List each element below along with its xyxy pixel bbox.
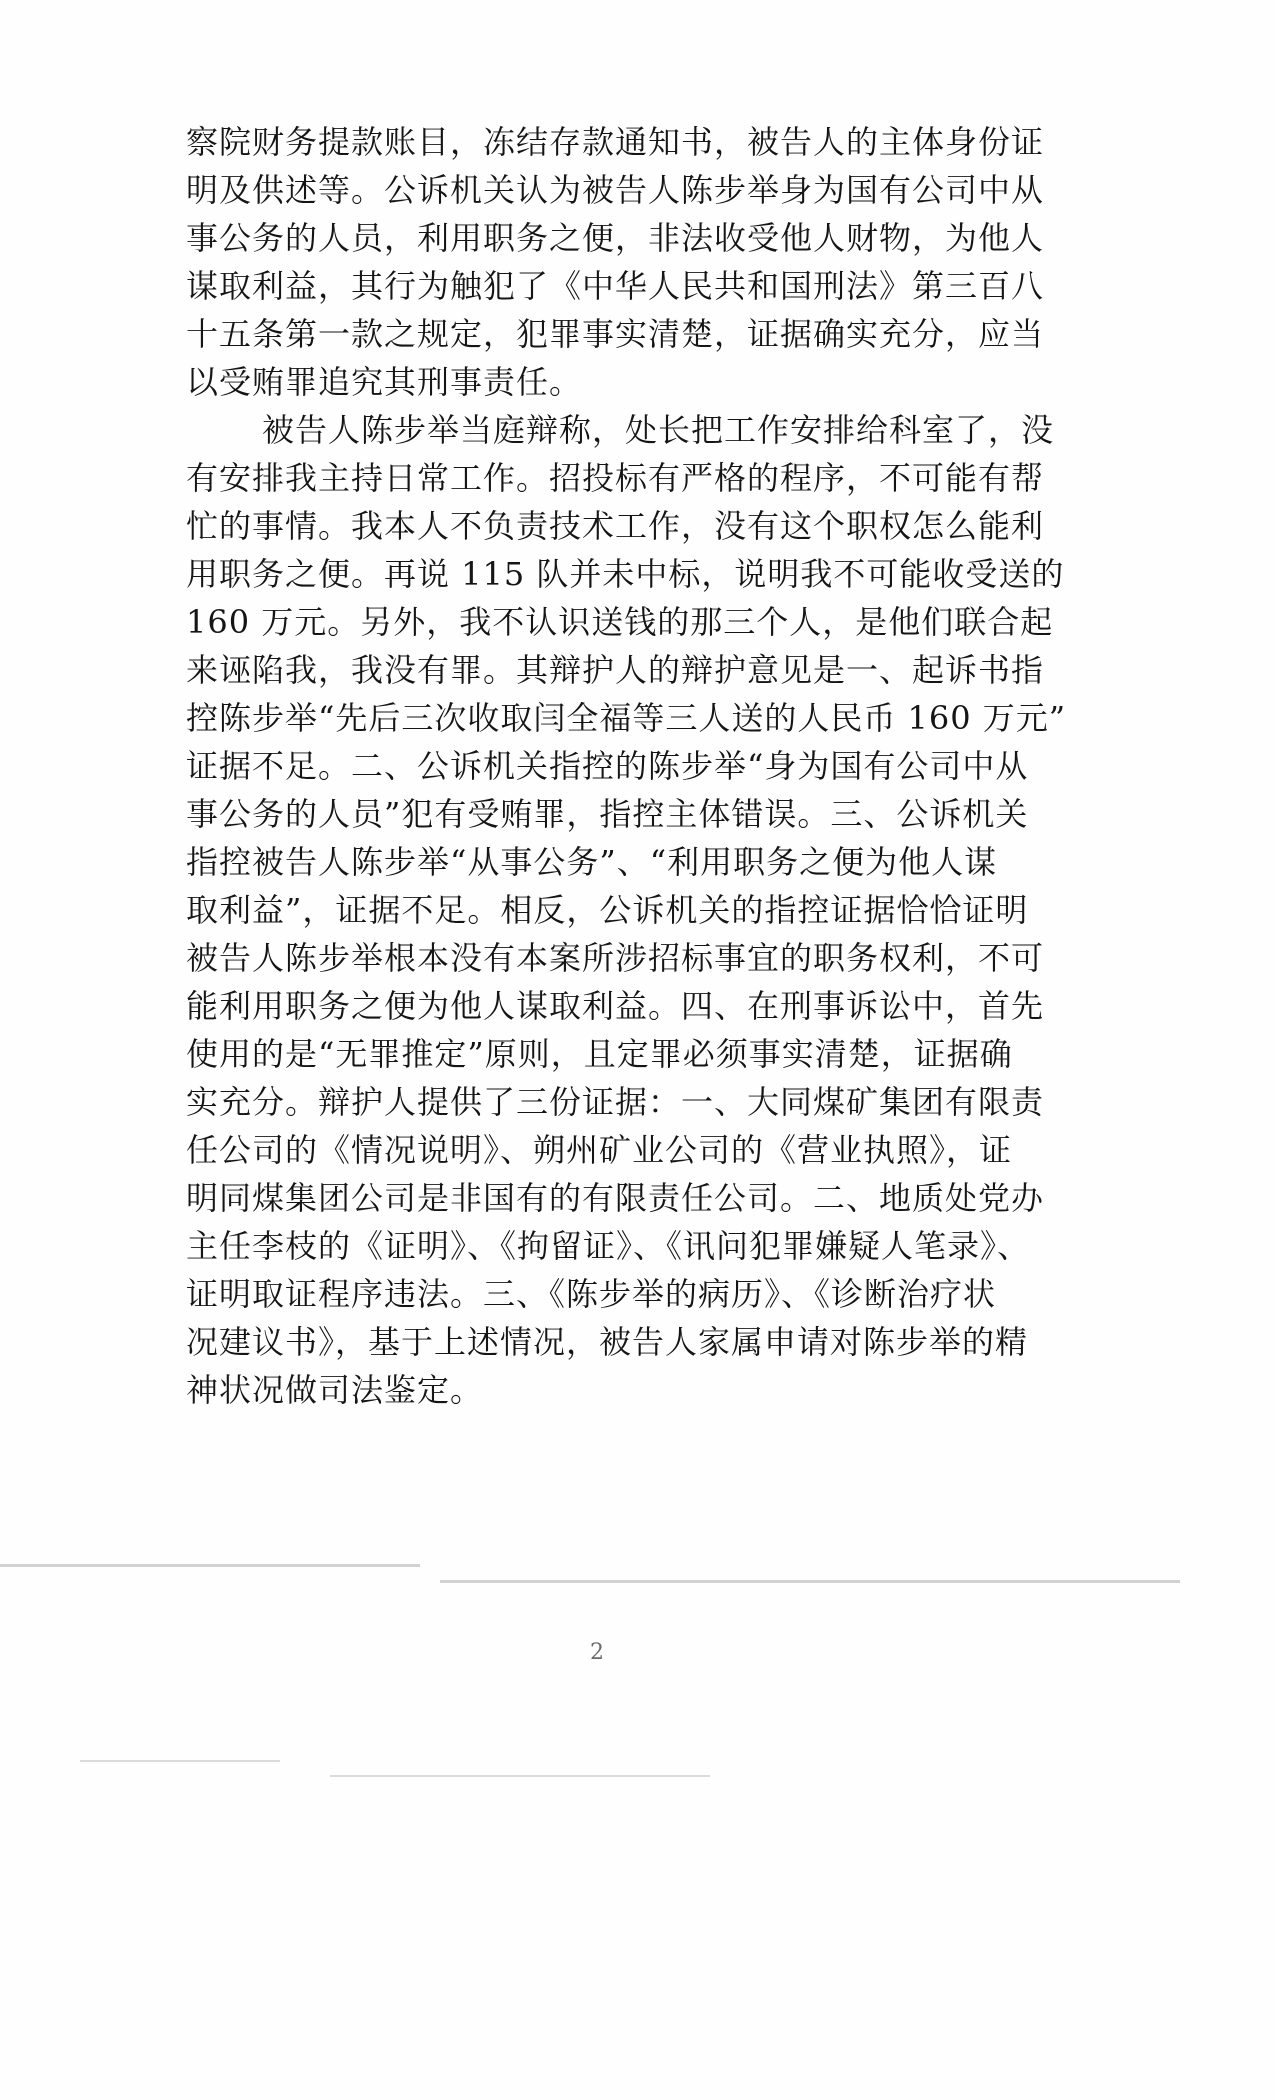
scan-artifact-mark [330, 1775, 710, 1777]
text-line: 事公务的人员”犯有受贿罪，指控主体错误。三、公诉机关 [186, 795, 1029, 833]
scan-divider-line [0, 1564, 420, 1567]
text-line: 证明取证程序违法。三、《陈步举的病历》、《诊断治疗状 [186, 1275, 997, 1313]
text-line: 明及供述等。公诉机关认为被告人陈步举身为国有公司中从 [186, 171, 1045, 209]
text-line: 况建议书》，基于上述情况，被告人家属申请对陈步举的精 [186, 1323, 1029, 1361]
text-line: 160 万元。另外，我不认识送钱的那三个人，是他们联合起 [186, 603, 1054, 641]
text-line: 来诬陷我，我没有罪。其辩护人的辩护意见是一、起诉书指 [186, 651, 1045, 689]
text-line: 有安排我主持日常工作。招投标有严格的程序，不可能有帮 [186, 459, 1045, 497]
page-number: 2 [590, 1640, 604, 1665]
text-line: 被告人陈步举根本没有本案所涉招标事宜的职务权利，不可 [186, 939, 1045, 977]
text-line: 忙的事情。我本人不负责技术工作，没有这个职权怎么能利 [186, 507, 1045, 545]
text-line: 被告人陈步举当庭辩称，处长把工作安排给科室了，没 [262, 411, 1055, 449]
text-line: 取利益”，证据不足。相反，公诉机关的指控证据恰恰证明 [186, 891, 1029, 929]
text-line: 十五条第一款之规定，犯罪事实清楚，证据确实充分，应当 [186, 315, 1045, 353]
text-line: 任公司的《情况说明》、朔州矿业公司的《营业执照》，证 [186, 1131, 1013, 1169]
text-line: 指控被告人陈步举“从事公务”、“利用职务之便为他人谋 [186, 843, 998, 881]
text-line: 主任李枝的《证明》、《拘留证》、《讯问犯罪嫌疑人笔录》、 [186, 1227, 1031, 1265]
text-line: 谋取利益，其行为触犯了《中华人民共和国刑法》第三百八 [186, 267, 1045, 305]
text-line: 实充分。辩护人提供了三份证据：一、大同煤矿集团有限责 [186, 1083, 1045, 1121]
text-line: 事公务的人员，利用职务之便，非法收受他人财物，为他人 [186, 219, 1045, 257]
text-line: 控陈步举“先后三次收取闫全福等三人送的人民币 160 万元” [186, 699, 1067, 737]
text-line: 神状况做司法鉴定。 [186, 1371, 484, 1409]
text-line: 用职务之便。再说 115 队并未中标，说明我不可能收受送的 [186, 555, 1065, 593]
text-line: 察院财务提款账目，冻结存款通知书，被告人的主体身份证 [186, 123, 1045, 161]
document-body [186, 118, 1086, 1414]
text-line: 证据不足。二、公诉机关指控的陈步举“身为国有公司中从 [186, 747, 1029, 785]
text-line: 能利用职务之便为他人谋取利益。四、在刑事诉讼中，首先 [186, 987, 1045, 1025]
text-line: 以受贿罪追究其刑事责任。 [186, 363, 583, 401]
text-line: 明同煤集团公司是非国有的有限责任公司。二、地质处党办 [186, 1179, 1045, 1217]
scan-artifact-mark [80, 1760, 280, 1762]
text-line: 使用的是“无罪推定”原则，且定罪必须事实清楚，证据确 [186, 1035, 1013, 1073]
scan-divider-line [440, 1580, 1180, 1583]
